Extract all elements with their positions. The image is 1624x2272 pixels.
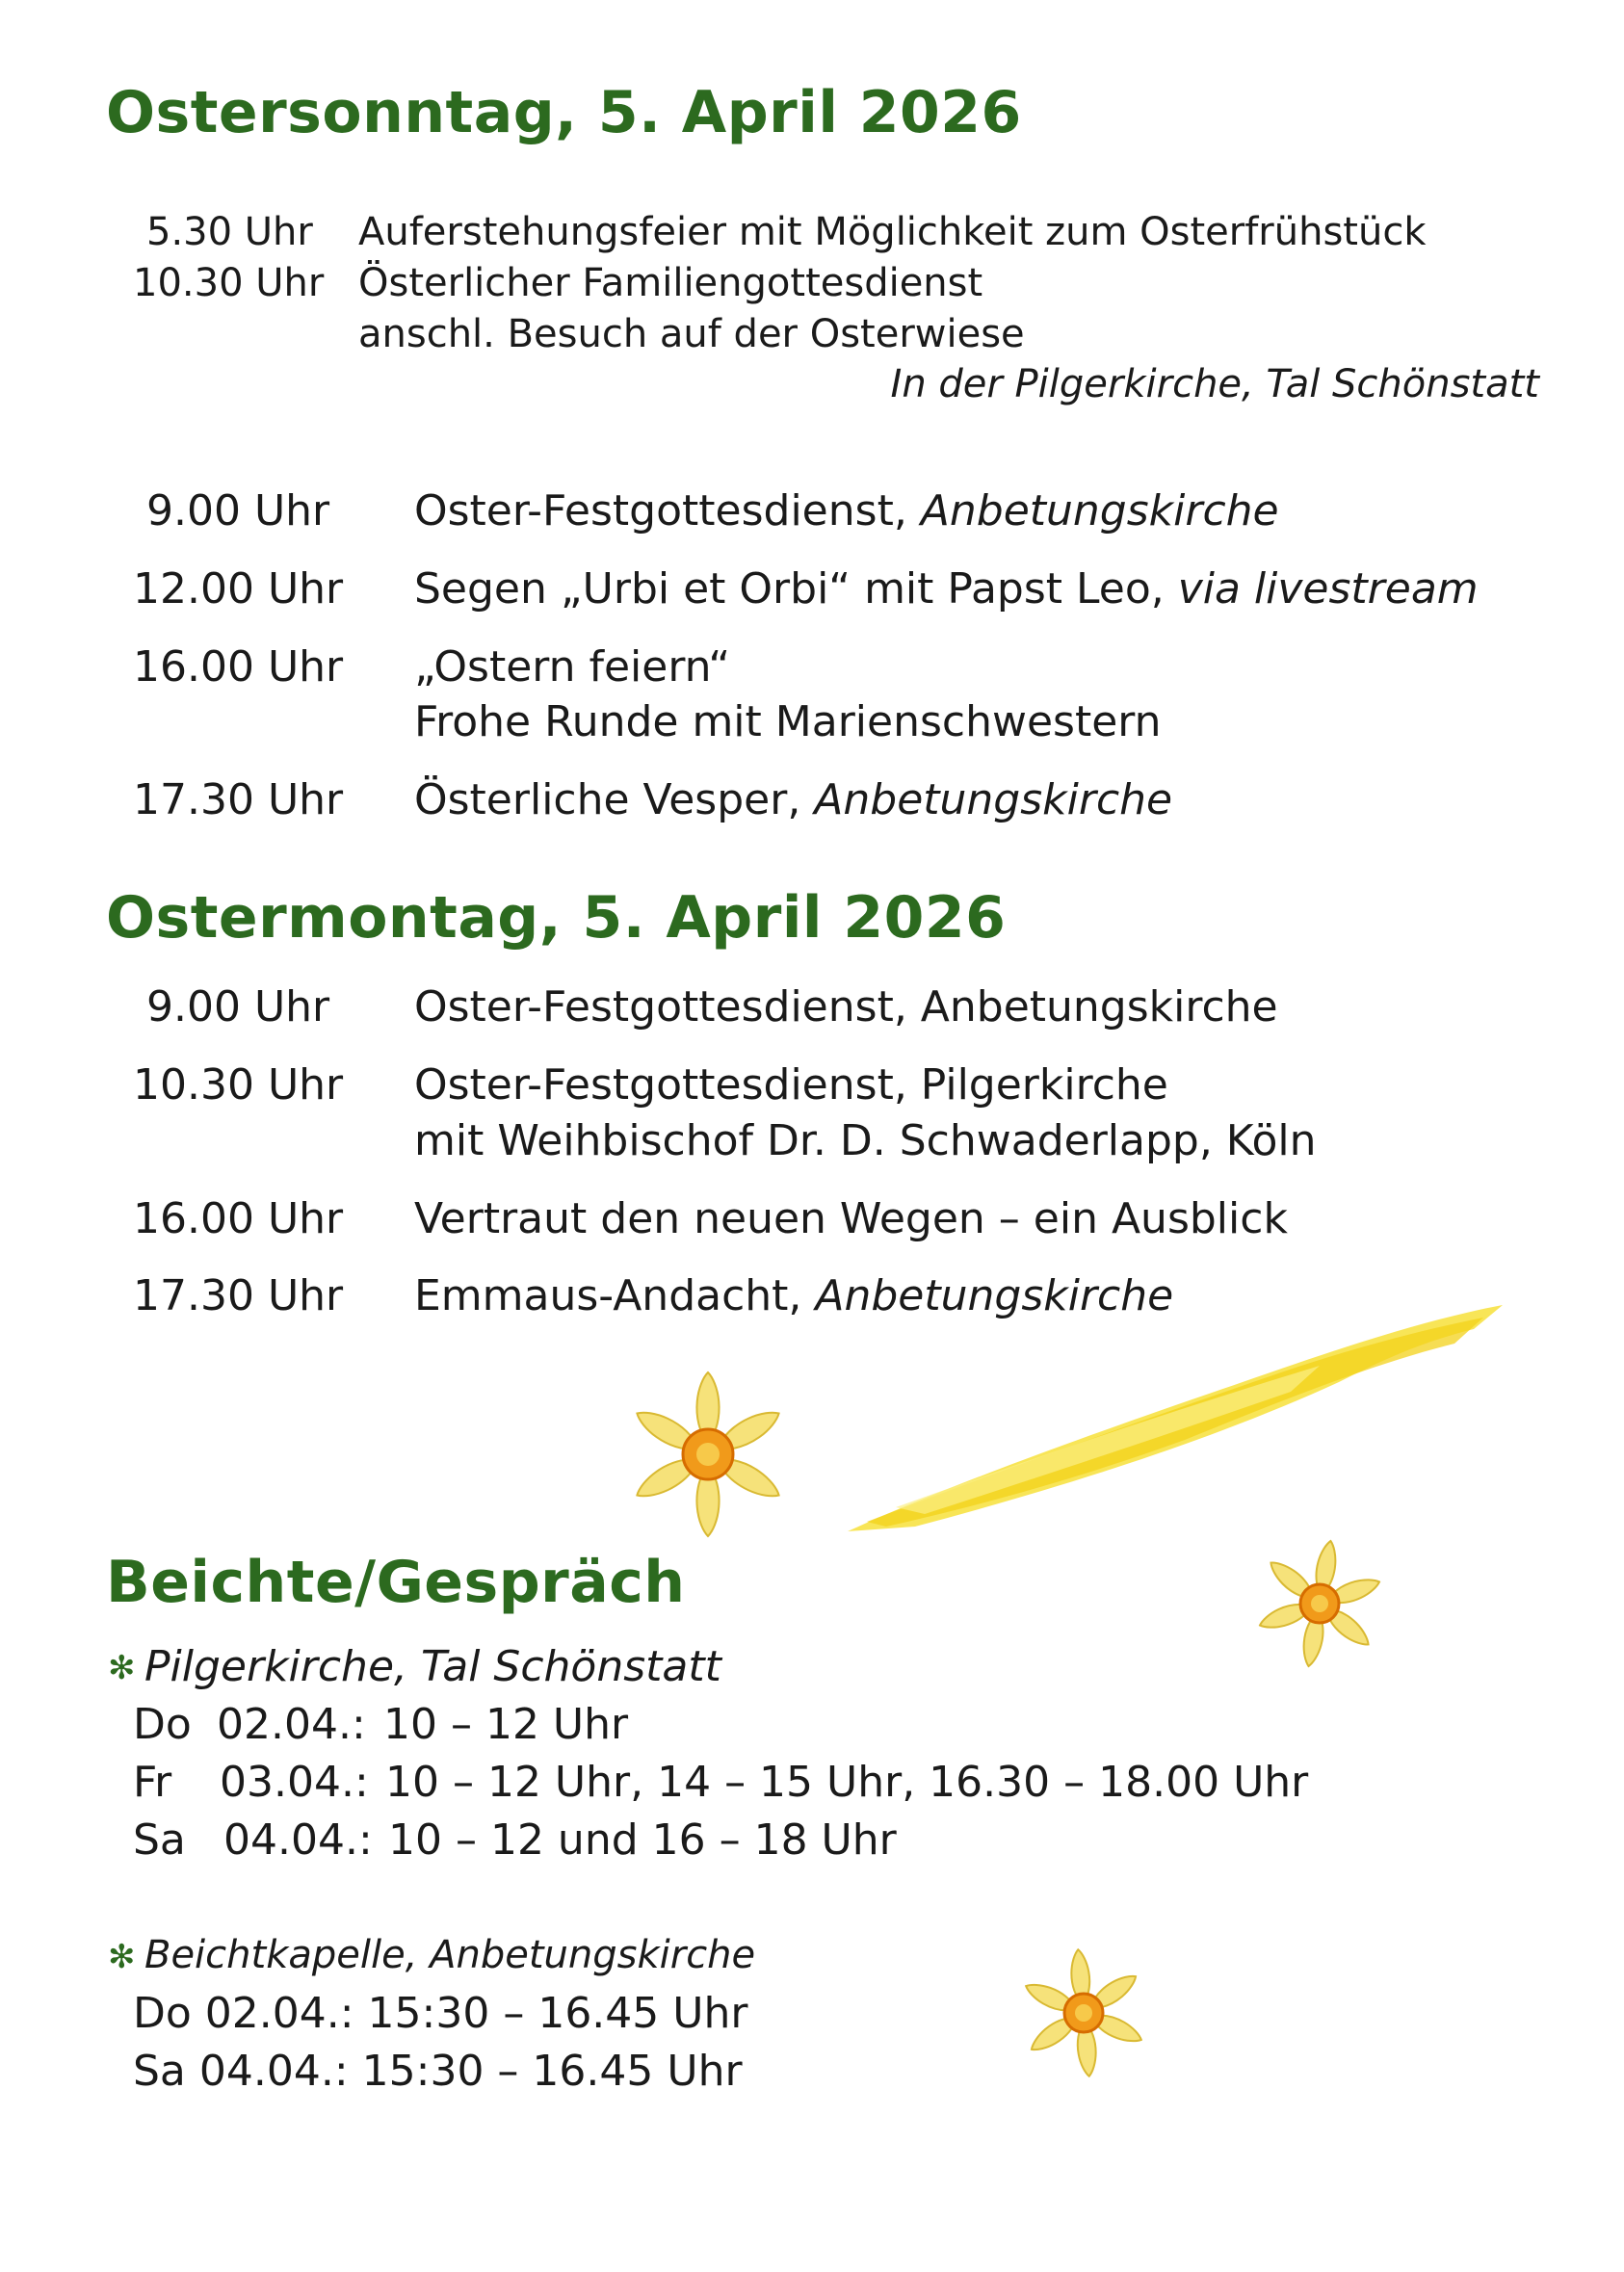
time: 5.30 Uhr [146,210,313,254]
event-location: Anbetungskirche [814,775,1173,824]
location-name: Beichtkapelle, Anbetungskirche [144,1933,756,1977]
heading-confession: Beichte/Gespräch [106,1549,686,1616]
location-note: In der Pilgerkirche, Tal Schönstatt [890,362,1539,406]
date: 02.04.: [217,1700,366,1749]
time: 16.00 Uhr [133,1194,344,1243]
event-text: Vertraut den neuen Wegen – ein Ausblick [414,1194,1288,1243]
time: 9.00 Uhr [146,486,330,535]
time: 10.30 Uhr [133,1060,344,1110]
location-name: Pilgerkirche, Tal Schönstatt [144,1642,721,1691]
date: 04.04.: [223,1815,373,1865]
time: 17.30 Uhr [133,1271,344,1320]
yellow-brushstroke [838,1291,1512,1541]
time: 10.30 Uhr [133,261,325,305]
hours: 10 – 12 und 16 – 18 Uhr [388,1815,897,1865]
daffodil-icon [1247,1536,1392,1671]
date: 03.04.: [220,1758,369,1807]
event-location: Anbetungskirche [920,486,1279,535]
event-text: Segen „Urbi et Orbi“ mit Papst Leo, via livestream [414,564,1479,614]
event-text: Oster-Festgottesdienst, Pilgerkirche [414,1060,1168,1110]
daffodil-icon [616,1368,799,1541]
event-continuation: anschl. Besuch auf der Osterwiese [358,312,1025,356]
heading-easter-monday: Ostermontag, 5. April 2026 [106,884,1007,952]
event-text: Österliche Vesper, Anbetungskirche [414,775,1173,824]
time: 16.00 Uhr [133,642,344,692]
event-text-line2: mit Weihbischof Dr. D. Schwaderlapp, Köln [414,1116,1317,1165]
event-text: Auferstehungsfeier mit Möglichkeit zum Osterfrühstück [358,210,1427,254]
day: Sa [133,1815,186,1865]
event-text: Oster-Festgottesdienst, Anbetungskirche [414,982,1278,1032]
time: 17.30 Uhr [133,775,344,824]
time-line: Sa 04.04.: 15:30 – 16.45 Uhr [133,2047,743,2096]
event-text: „Ostern feiern“ [414,642,731,692]
event-text: Österlicher Familiengottesdienst [358,261,983,305]
day: Do [133,1700,192,1749]
day: Fr [133,1758,172,1807]
heading-easter-sunday: Ostersonntag, 5. April 2026 [106,79,1022,146]
event-text: Emmaus-Andacht, Anbetungskirche [414,1271,1174,1320]
time: 9.00 Uhr [146,982,330,1032]
event-location: via livestream [1177,564,1479,614]
event-text-line2: Frohe Runde mit Marienschwestern [414,697,1162,746]
asterisk-icon: ✻ [108,1649,136,1687]
event-text: Oster-Festgottesdienst, Anbetungskirche [414,486,1279,535]
asterisk-icon: ✻ [108,1938,136,1976]
time-line: Do 02.04.: 15:30 – 16.45 Uhr [133,1989,748,2038]
time: 12.00 Uhr [133,564,344,614]
hours: 10 – 12 Uhr, 14 – 15 Uhr, 16.30 – 18.00 Uhr [385,1758,1309,1807]
daffodil-icon [1011,1946,1156,2080]
event-location: Anbetungskirche [815,1271,1174,1320]
hours: 10 – 12 Uhr [383,1700,629,1749]
